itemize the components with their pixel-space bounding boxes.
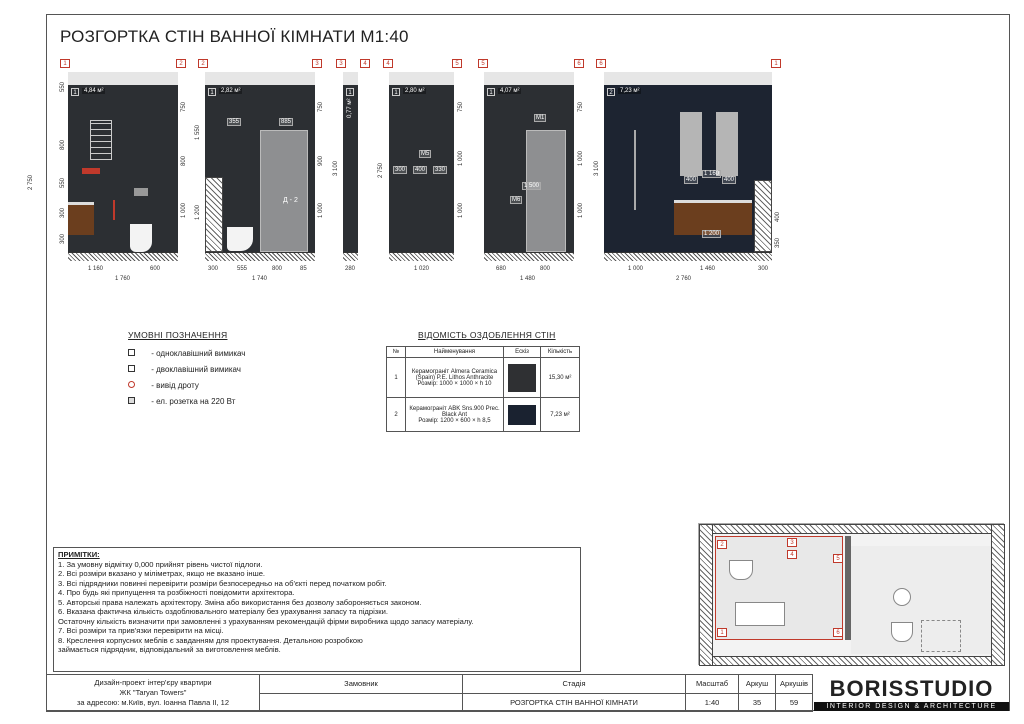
complex-name: ЖК "Taryan Towers" — [119, 688, 187, 697]
width-dim: 1 460 — [700, 266, 716, 272]
area-label: 2,80 м² — [405, 88, 425, 94]
left-dim: 2 750 — [378, 162, 384, 178]
right-dim: 750 — [458, 101, 464, 112]
plan-wall — [991, 524, 1005, 666]
note-line: займається підрядник, відповідальний за виготовлення меблів. — [58, 645, 281, 654]
area-label: 4,84 м² — [84, 88, 104, 94]
ceiling — [205, 72, 315, 86]
material-swatch — [508, 364, 536, 392]
mirror-left — [680, 112, 702, 176]
materials-table — [386, 346, 580, 432]
note-line: 8. Креслення корпусних меблів є завданням для проектування. Детальною розробкою — [58, 635, 363, 645]
towel-rail — [90, 120, 112, 160]
legend-item: - вивід дроту — [128, 381, 328, 390]
node-marker: 6 — [574, 59, 584, 68]
inner-dim: 885 — [281, 119, 292, 125]
note-line: 3. Всі підрядники повинні перевірити розміри безпосередньо на об'єкті перед початком робіт. — [58, 578, 387, 588]
floor — [389, 252, 454, 261]
shower-rail — [634, 130, 636, 210]
project-name: Дизайн-проект інтер'єру квартири — [94, 678, 212, 687]
elevation-5 — [484, 72, 574, 262]
floor — [484, 252, 574, 261]
width-dim: 800 — [272, 266, 283, 272]
right-dim: 1 000 — [458, 150, 464, 166]
legend-item: - двоклавішний вимикач — [128, 365, 328, 374]
sheets-label: Аркушів — [776, 675, 813, 694]
plan-node: 5 — [833, 554, 843, 563]
floor — [205, 252, 315, 261]
legend-item: - одноклавішний вимикач — [128, 349, 328, 358]
mirror-right — [716, 112, 738, 176]
floor — [343, 252, 358, 261]
material-name: Керамограніт Almera Ceramica (Spain) P.E. Lithos Anthracite — [411, 368, 498, 381]
right-dim: 1 000 — [181, 202, 187, 218]
legend-heading: УМОВНІ ПОЗНАЧЕННЯ — [128, 330, 228, 340]
toilet-plan — [729, 560, 753, 580]
node-marker: 3 — [312, 59, 322, 68]
plan-node: 3 — [787, 538, 797, 547]
inner-label: M6 — [512, 197, 521, 203]
plan-node: 4 — [787, 550, 797, 559]
row-name — [406, 358, 504, 398]
toilet — [227, 227, 253, 251]
bathtub-plan — [735, 602, 785, 626]
sheets-value: 59 — [776, 693, 813, 712]
wall-section-hatch — [205, 177, 223, 252]
right-dim: 1 000 — [458, 202, 464, 218]
toilet-plan — [891, 622, 913, 642]
title-block — [46, 674, 1010, 712]
material-name: Керамограніт ABK Sns.900 Prec. Black Ant — [409, 405, 500, 418]
stage-label: Стадія — [463, 675, 686, 694]
note-line: 5. Авторські права належать архітектору. Зміна або використання без дозволу забороняється законом. — [58, 597, 422, 607]
node-marker: 1 — [771, 59, 781, 68]
note-line: 6. Вказана фактична кількість оздоблювального матеріалу без урахування запасу та підрізки. — [58, 607, 388, 616]
width-dim: 280 — [345, 266, 356, 272]
socket-icon — [128, 397, 135, 404]
project-info — [47, 675, 260, 712]
width-dim: 300 — [758, 266, 769, 272]
shower-glass — [526, 130, 566, 252]
note-line: 7. Всі розміри та прив'язки перевірити на місці. — [58, 626, 224, 635]
area-number: 1 — [208, 88, 216, 96]
node-marker: 1 — [60, 59, 70, 68]
right-dim: 1 000 — [318, 202, 324, 218]
node-marker: 4 — [360, 59, 370, 68]
elevations — [0, 0, 1024, 300]
ceiling — [343, 72, 358, 86]
table-header-row — [387, 347, 580, 358]
node-marker: 3 — [336, 59, 346, 68]
shower-tray-plan — [921, 620, 961, 652]
single-switch-icon — [128, 349, 135, 356]
plan-wall — [699, 656, 1005, 666]
address: за адресою: м.Київ, вул. Іоанна Павла ІІ, 12 — [76, 698, 229, 707]
total-width-dim: 1 760 — [115, 276, 131, 282]
plan-node: 6 — [833, 628, 843, 637]
area-number: 1 — [346, 88, 354, 96]
toilet — [130, 224, 152, 252]
materials-heading: ВІДОМІСТЬ ОЗДОБЛЕННЯ СТІН — [418, 330, 556, 340]
inner-dim: 1 160 — [704, 171, 720, 177]
client-value — [260, 693, 463, 712]
total-width-dim: 1 480 — [520, 276, 536, 282]
width-dim: 555 — [237, 266, 248, 272]
column-header: Кількість — [541, 347, 580, 358]
wall-section-hatch — [754, 180, 772, 252]
material-size: Розмір: 1000 × 1000 × h 10 — [417, 380, 492, 387]
page-title: РОЗГОРТКА СТІН ВАННОЇ КІМНАТИ М1:40 — [60, 27, 409, 46]
node-marker: 4 — [383, 59, 393, 68]
left-dim: 3 100 — [333, 160, 339, 176]
material-swatch — [508, 405, 536, 425]
inner-dim: 400 — [686, 177, 697, 183]
floor — [604, 252, 772, 261]
right-dim: 900 — [318, 155, 324, 166]
inner-dim: 300 — [395, 167, 406, 173]
ceiling — [484, 72, 574, 86]
red-marker — [82, 168, 100, 174]
right-dim: 800 — [181, 155, 187, 166]
inner-dim: 355 — [229, 119, 240, 125]
ceiling — [68, 72, 178, 86]
table-row — [387, 398, 580, 432]
height-dim: 300 — [60, 233, 66, 244]
node-marker: 5 — [478, 59, 488, 68]
plan-wall — [699, 524, 1005, 534]
red-dim-line — [113, 200, 115, 220]
left-dim: 1 200 — [195, 204, 201, 220]
brand-subtitle: INTERIOR DESIGN & ARCHITECTURE — [814, 702, 1009, 711]
area-label: 2,82 м² — [221, 88, 241, 94]
inner-dim: 1 500 — [524, 183, 540, 189]
column-header: Ескіз — [504, 347, 541, 358]
vanity-cabinet — [68, 202, 94, 235]
flush-plate — [134, 188, 148, 196]
row-qty: 15,30 м² — [541, 358, 580, 398]
area-number: 2 — [607, 88, 615, 96]
right-dim: 750 — [318, 101, 324, 112]
left-dim: 1 550 — [195, 124, 201, 140]
node-marker: 2 — [176, 59, 186, 68]
column-header: Найменування — [406, 347, 504, 358]
width-dim: 800 — [540, 266, 551, 272]
row-num: 2 — [387, 398, 406, 432]
scale-label: Масштаб — [686, 675, 739, 694]
width-dim: 300 — [208, 266, 219, 272]
wire-outlet-icon — [128, 381, 135, 388]
plan-node: 2 — [717, 540, 727, 549]
right-dim: 400 — [775, 211, 781, 222]
elevation-2 — [205, 72, 315, 262]
total-height-dim: 2 750 — [28, 174, 34, 190]
row-num: 1 — [387, 358, 406, 398]
right-dim: 350 — [775, 237, 781, 248]
row-swatch — [504, 358, 541, 398]
note-line: 1. За умовну відмітку 0,000 прийнят рівень чистої підлоги. — [58, 559, 263, 569]
sink-plan — [893, 588, 911, 606]
row-qty: 7,23 м² — [541, 398, 580, 432]
row-name — [406, 398, 504, 432]
elevation-1 — [68, 72, 178, 262]
legend-item: - ел. розетка на 220 Вт — [128, 397, 328, 406]
right-dim: 750 — [578, 101, 584, 112]
left-dim: 3 100 — [594, 160, 600, 176]
column-header: № — [387, 347, 406, 358]
inner-label: M1 — [536, 115, 545, 121]
note-line: Остаточну кількість визначити при замовленні з урахуванням рекомендацій фірми виробника щодо запасу матеріалу. — [58, 616, 474, 626]
inner-dim: 400 — [415, 167, 426, 173]
material-size: Розмір: 1200 × 600 × h 8,5 — [418, 417, 491, 424]
area-number: 1 — [71, 88, 79, 96]
node-marker: 5 — [452, 59, 462, 68]
notes-box — [53, 547, 581, 672]
sheet-label: Аркуш — [739, 675, 776, 694]
total-width-dim: 2 760 — [676, 276, 692, 282]
elevation-6 — [604, 72, 772, 262]
area-number: 1 — [487, 88, 495, 96]
note-line: 4. Про будь які припущення та розбіжності повідомити архітектора. — [58, 588, 295, 597]
floor — [68, 252, 178, 261]
door-label: Д - 2 — [283, 197, 298, 204]
height-dim: 550 — [60, 177, 66, 188]
row-swatch — [504, 398, 541, 432]
legend — [128, 330, 328, 406]
height-dim: 800 — [60, 139, 66, 150]
inner-dim: 1 200 — [704, 231, 720, 237]
door-d2 — [260, 130, 308, 252]
inner-label: М5 — [421, 151, 430, 157]
area-number: 1 — [392, 88, 400, 96]
width-dim: 680 — [496, 266, 507, 272]
double-switch-icon — [128, 365, 135, 372]
ceiling — [604, 72, 772, 86]
width-dim: 600 — [150, 266, 161, 272]
total-width-dim: 1 740 — [252, 276, 268, 282]
ceiling — [389, 72, 454, 86]
scale-value: 1:40 — [686, 693, 739, 712]
width-dim: 1 160 — [88, 266, 104, 272]
table-row — [387, 358, 580, 398]
height-dim: 300 — [60, 207, 66, 218]
width-dim: 85 — [300, 266, 307, 272]
client-label: Замовник — [260, 675, 463, 694]
elevation-3 — [343, 72, 358, 262]
sheet-name: РОЗГОРТКА СТІН ВАННОЇ КІМНАТИ — [463, 693, 686, 712]
plan-node: 1 — [717, 628, 727, 637]
area-label: 4,07 м² — [500, 88, 520, 94]
plan-wall — [699, 524, 713, 666]
inner-dim: 400 — [724, 177, 735, 183]
elevation-4 — [389, 72, 454, 262]
right-dim: 1 000 — [578, 202, 584, 218]
notes-heading: ПРИМІТКИ: — [58, 550, 100, 559]
area-label: 0,77 м² — [347, 98, 353, 118]
right-dim: 1 000 — [578, 150, 584, 166]
right-dim: 750 — [181, 101, 187, 112]
node-marker: 6 — [596, 59, 606, 68]
sheet-value: 35 — [739, 693, 776, 712]
node-marker: 2 — [198, 59, 208, 68]
brand-name: BORISSTUDIO — [829, 675, 994, 701]
area-label: 7,23 м² — [620, 88, 640, 94]
inner-dim: 330 — [435, 167, 446, 173]
brand-logo — [813, 675, 1011, 712]
width-dim: 1 000 — [628, 266, 644, 272]
width-dim: 1 020 — [414, 266, 430, 272]
key-plan — [698, 523, 1004, 665]
note-line: 2. Всі розміри вказано у міліметрах, якщо не вказано інше. — [58, 569, 266, 578]
height-dim: 550 — [60, 81, 66, 92]
